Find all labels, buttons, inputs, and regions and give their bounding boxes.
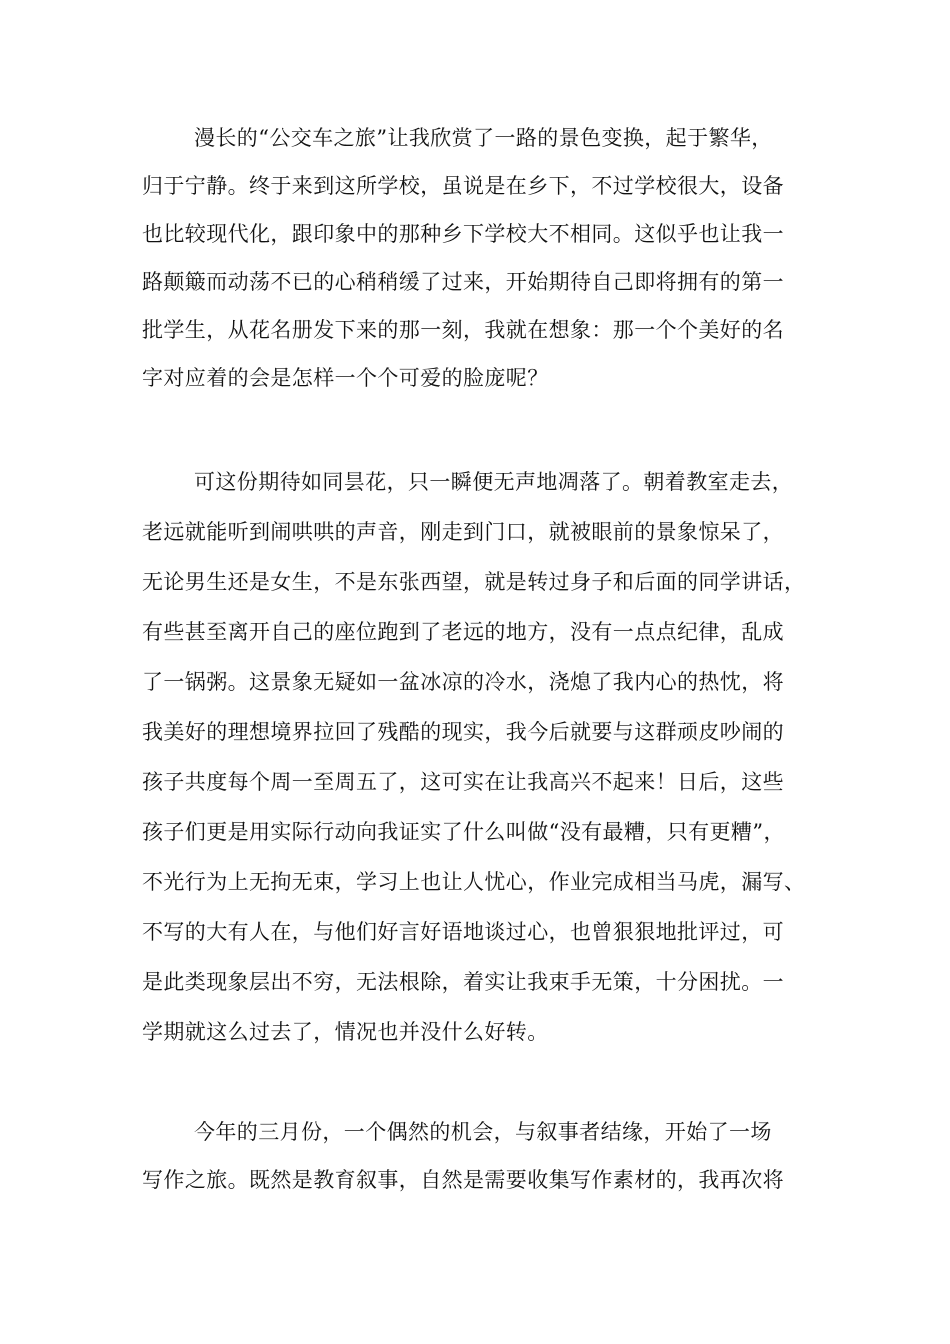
text-line: 漫长的“公交车之旅”让我欣赏了一路的景色变换，起于繁华，	[194, 126, 773, 150]
text-line: 老远就能听到闹哄哄的声音，刚走到门口，就被眼前的景象惊呆了，	[142, 520, 784, 544]
text-line: 也比较现代化，跟印象中的那种乡下学校大不相同。这似乎也让我一	[142, 222, 784, 246]
text-line: 可这份期待如同昙花，只一瞬便无声地凋落了。朝着教室走去，	[194, 470, 794, 494]
text-line: 写作之旅。既然是教育叙事，自然是需要收集写作素材的，我再次将	[142, 1168, 784, 1192]
text-line: 今年的三月份，一个偶然的机会，与叙事者结缘，开始了一场	[194, 1120, 772, 1144]
text-line: 无论男生还是女生，不是东张西望，就是转过身子和后面的同学讲话，	[142, 570, 806, 594]
text-line: 学期就这么过去了，情况也并没什么好转。	[142, 1020, 549, 1044]
text-line: 字对应着的会是怎样一个个可爱的脸庞呢？	[142, 366, 549, 390]
text-line: 孩子们更是用实际行动向我证实了什么叫做“没有最糟，只有更糟”，	[142, 820, 785, 844]
text-line: 了一锅粥。这景象无疑如一盆冰凉的冷水，浇熄了我内心的热忱，将	[142, 670, 784, 694]
text-line: 是此类现象层出不穷，无法根除，着实让我束手无策，十分困扰。一	[142, 970, 784, 994]
text-line: 我美好的理想境界拉回了残酷的现实，我今后就要与这群顽皮吵闹的	[142, 720, 784, 744]
text-line: 路颠簸而动荡不已的心稍稍缓了过来，开始期待自己即将拥有的第一	[142, 270, 784, 294]
text-line: 有些甚至离开自己的座位跑到了老远的地方，没有一点点纪律，乱成	[142, 620, 784, 644]
text-line: 不写的大有人在，与他们好言好语地谈过心，也曾狠狠地批评过，可	[142, 920, 784, 944]
text-line: 不光行为上无拘无束，学习上也让人忧心，作业完成相当马虎，漏写、	[142, 870, 806, 894]
text-line: 批学生，从花名册发下来的那一刻，我就在想象：那一个个美好的名	[142, 318, 784, 342]
text-line: 归于宁静。终于来到这所学校，虽说是在乡下，不过学校很大，设备	[142, 174, 784, 198]
text-line: 孩子共度每个周一至周五了，这可实在让我高兴不起来！日后，这些	[142, 770, 784, 794]
